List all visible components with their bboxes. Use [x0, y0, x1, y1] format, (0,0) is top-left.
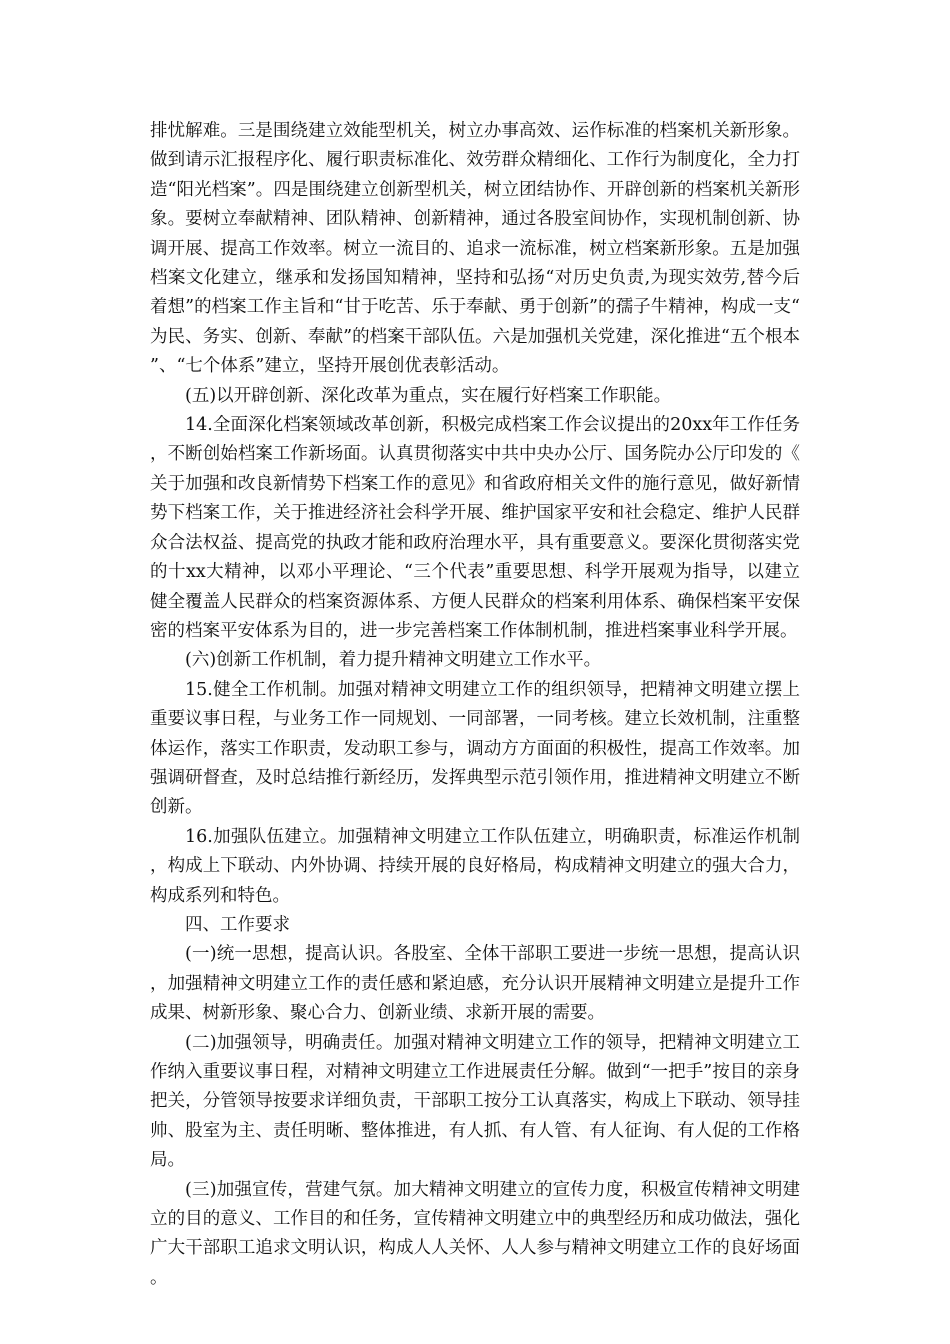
paragraph-requirement-2: (二)加强领导，明确责任。加强对精神文明建立工作的领导，把精神文明建立工作纳入重要议事日程，对精神文明建立工作进展责任分解。做到“一把手”按目的亲身把关，分管领导按要求详细负责，干部职工按分工认真落实，构成上下联动、领导挂帅、股室为主、责任明晰、整体推进，有人抓、有人管、有人征询、有人促的工作格局。 — [150, 1032, 800, 1171]
paragraph-continuation: 排忧解难。三是围绕建立效能型机关，树立办事高效、运作标准的档案机关新形象。做到请示汇报程序化、履行职责标准化、效劳群众精细化、工作行为制度化，全力打造“阳光档案”。四是围绕建立创新型机关，树立团结协作、开辟创新的档案机关新形象。要树立奉献精神、团队精神、创新精神，通过各股室间协作，实现机制创新、协调开展、提高工作效率。树立一流目的、追求一流标准，树立档案新形象。五是加强档案文化建立，继承和发扬国知精神，坚持和弘扬“对历史负责,为现实效劳,替今后着想”的档案工作主旨和“甘于吃苦、乐于奉献、勇于创新”的孺子牛精神，构成一支“为民、务实、创新、奉献”的档案干部队伍。六是加强机关党建，深化推进“五个根本”、“七个体系”建立，坚持开展创优表彰活动。 — [150, 121, 800, 377]
paragraph-item-15: 15.健全工作机制。加强对精神文明建立工作的组织领导，把精神文明建立摆上重要议事日程，与业务工作一同规划、一同部署，一同考核。建立长效机制，注重整体运作，落实工作职责，发动职工参与，调动方方面面的积极性，提高工作效率。加强调研督查，及时总结推行新经历，发挥典型示范引领作用，推进精神文明建立不断创新。 — [150, 679, 800, 818]
section-heading-5: (五)以开辟创新、深化改革为重点，实在履行好档案工作职能。 — [185, 385, 672, 406]
paragraph-item-14: 14.全面深化档案领域改革创新，积极完成档案工作会议提出的20xx年工作任务，不断创始档案工作新场面。认真贯彻落实中共中央办公厅、国务院办公厅印发的《关于加强和改良新情势下档案工作的意见》和省政府相关文件的施行意见，做好新情势下档案工作，关于推进经济社会科学开展、维护国家平安和社会稳定、维护人民群众合法权益、提高党的执政才能和政府治理水平，具有重要意义。要深化贯彻落实党的十xx大精神，以邓小平理论、“三个代表”重要思想、科学开展观为指导，以建立健全覆盖人民群众的档案资源体系、方便人民群众的档案利用体系、确保档案平安保密的档案平安体系为目的，进一步完善档案工作体制机制，推进档案事业科学开展。 — [150, 415, 800, 641]
paragraph-item-16: 16.加强队伍建立。加强精神文明建立工作队伍建立，明确职责，标准运作机制，构成上下联动、内外协调、持续开展的良好格局，构成精神文明建立的强大合力，构成系列和特色。 — [150, 826, 800, 906]
document-body — [150, 117, 800, 1293]
paragraph-requirement-1: (一)统一思想，提高认识。各股室、全体干部职工要进一步统一思想，提高认识，加强精神文明建立工作的责任感和紧迫感，充分认识开展精神文明建立是提升工作成果、树新形象、聚心合力、创新业绩、求新开展的需要。 — [150, 944, 800, 1024]
paragraph-requirement-3: (三)加强宣传，营建气氛。加大精神文明建立的宣传力度，积极宣传精神文明建立的目的意义、工作目的和任务，宣传精神文明建立中的典型经历和成功做法，强化广大干部职工追求文明认识，构成人人关怀、人人参与精神文明建立工作的良好场面。 — [150, 1179, 800, 1288]
section-heading-6: (六)创新工作机制，着力提升精神文明建立工作水平。 — [185, 650, 602, 671]
section-heading-work-requirements: 四、工作要求 — [185, 914, 290, 935]
